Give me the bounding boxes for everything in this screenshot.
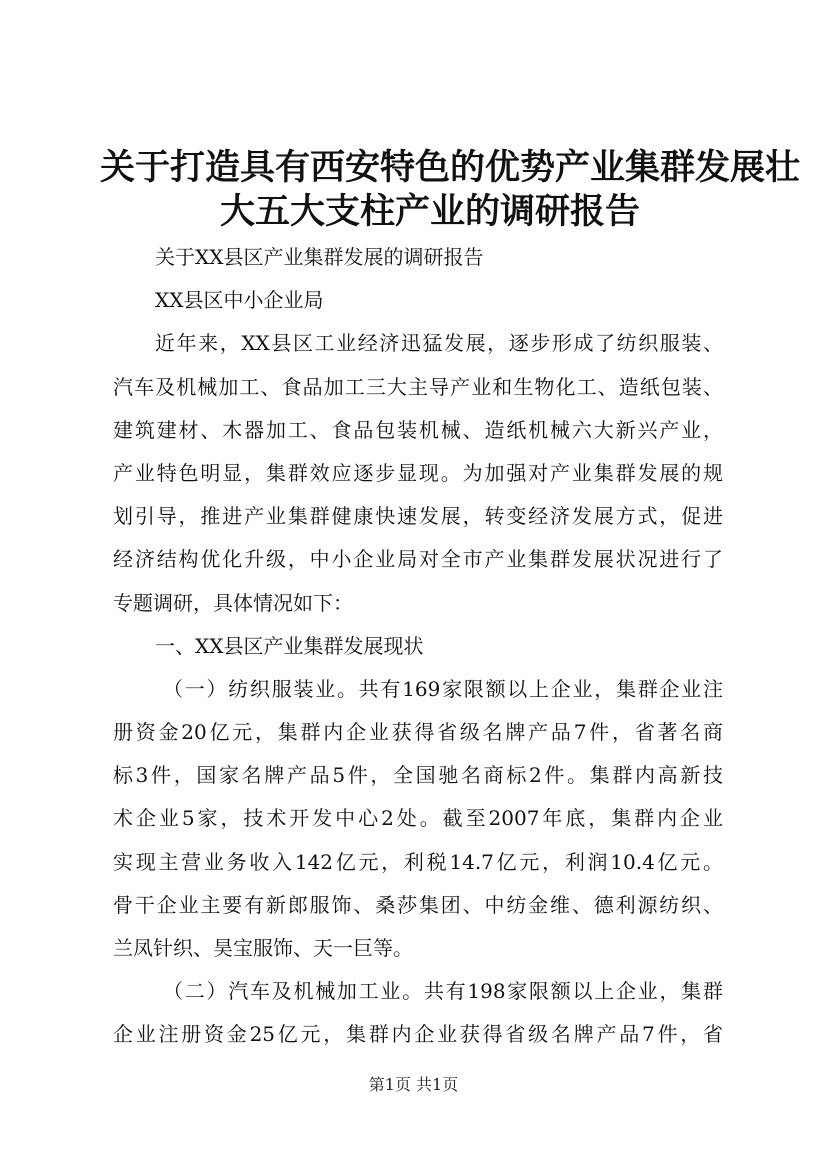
paragraph-2-line: （一）纺织服装业。共有169家限额以上企业，集群企业注: [163, 676, 723, 701]
paragraph-1-line: 建筑建材、木器加工、食品包装机械、造纸机械六大新兴产业，: [113, 417, 723, 442]
paragraph-1-line: 专题调研，具体情况如下：: [113, 590, 353, 615]
paragraph-1-line: 汽车及机械加工、食品加工三大主导产业和生物化工、造纸包装、: [113, 374, 723, 399]
paragraph-2-line: 册资金20亿元，集群内企业获得省级名牌产品7件，省著名商: [113, 720, 723, 745]
paragraph-1-line: 划引导，推进产业集群健康快速发展，转变经济发展方式，促进: [113, 504, 723, 529]
paragraph-2-line: 兰凤针织、昊宝服饰、天一巨等。: [113, 936, 413, 960]
page-footer: 第1页 共1页: [368, 1075, 459, 1094]
paragraph-1-line: 经济结构优化升级，中小企业局对全市产业集群发展状况进行了: [113, 547, 723, 572]
paragraph-1-line: 产业特色明显，集群效应逐步显现。为加强对产业集群发展的规: [113, 460, 723, 485]
paragraph-3-line: （二）汽车及机械加工业。共有198家限额以上企业，集群: [163, 979, 723, 1004]
subtitle: 关于XX县区产业集群发展的调研报告: [155, 245, 484, 269]
author-line: XX县区中小企业局: [155, 288, 324, 313]
paragraph-2-line: 术企业5家，技术开发中心2处。截至2007年底，集群内企业: [113, 806, 723, 831]
document-body: [113, 236, 723, 1057]
paragraph-1-line: 近年来，XX县区工业经济迅猛发展，逐步形成了纺织服装、: [155, 331, 723, 356]
paragraph-3-line: 企业注册资金25亿元，集群内企业获得省级名牌产品7件，省: [113, 1022, 723, 1047]
title-line-1: 关于打造具有西安特色的优势产业集群发展壮: [100, 147, 801, 188]
section-heading: 一、XX县区产业集群发展现状: [155, 633, 424, 658]
title-line-2: 大五大支柱产业的调研报告: [219, 191, 640, 232]
paragraph-2-line: 骨干企业主要有新郎服饰、桑莎集团、中纺金维、德利源纺织、: [113, 892, 723, 917]
paragraph-2-line: 标3件，国家名牌产品5件，全国驰名商标2件。集群内高新技: [113, 763, 723, 788]
document-title: [100, 146, 801, 234]
paragraph-2-line: 实现主营业务收入142亿元，利税14.7亿元，利润10.4亿元。: [113, 849, 723, 874]
